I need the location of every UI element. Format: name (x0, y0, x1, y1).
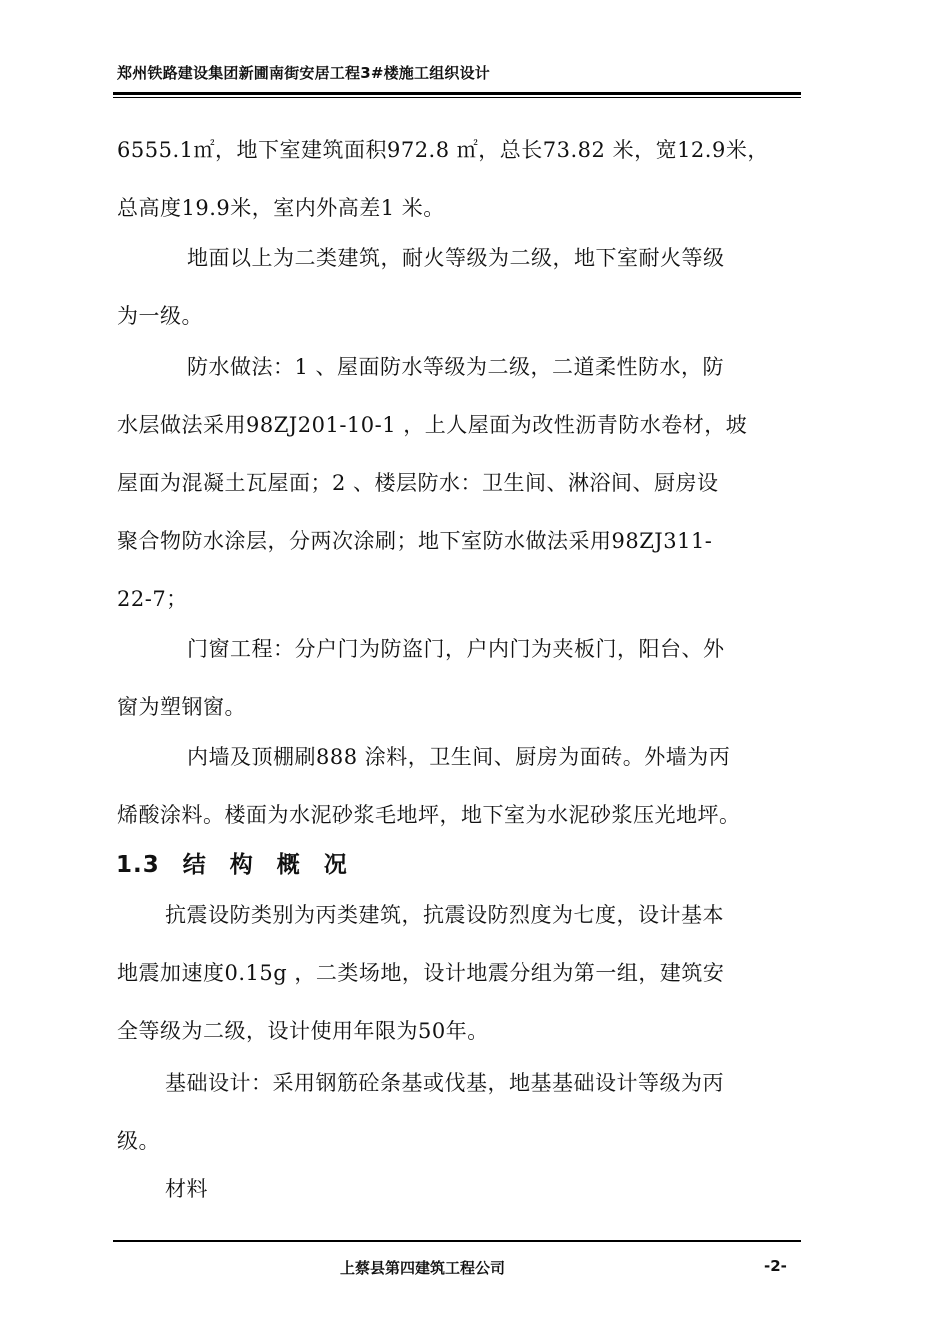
text-line: 聚合物防水涂层，分两次涂刷；地下室防水做法采用98ZJ311- (117, 529, 713, 553)
paragraph-foundation (117, 1054, 807, 1170)
document-header: 郑州铁路建设集团新圃南街安居工程3#楼施工组织设计 (117, 64, 491, 82)
paragraph-fire-rating (117, 229, 807, 345)
section-heading: 1.3 结 构 概 况 (116, 852, 348, 878)
paragraph-seismic (117, 886, 807, 1060)
text-line: 为一级。 (117, 304, 203, 328)
text-line: 总高度19.9米，室内外高差1 米。 (117, 196, 445, 220)
text-line: 地震加速度0.15g ，二类场地，设计地震分组为第一组，建筑安 (117, 961, 725, 985)
paragraph-area-dimensions (117, 121, 807, 237)
text-line: 防水做法：1 、屋面防水等级为二级，二道柔性防水，防 (187, 355, 725, 379)
text-line: 水层做法采用98ZJ201-10-1 ，上人屋面为改性沥青防水卷材，坡 (117, 413, 748, 437)
text-line: 内墙及顶棚刷888 涂料，卫生间、厨房为面砖。外墙为丙 (187, 745, 731, 769)
text-line: 22-7； (117, 587, 188, 611)
paragraph-waterproofing (117, 338, 807, 628)
text-line: 窗为塑钢窗。 (117, 695, 246, 719)
text-line: 地面以上为二类建筑，耐火等级为二级，地下室耐火等级 (187, 246, 725, 270)
text-line: 级。 (117, 1129, 160, 1153)
text-line: 烯酸涂料。楼面为水泥砂浆毛地坪，地下室为水泥砂浆压光地坪。 (117, 803, 741, 827)
footer-rule (113, 1240, 801, 1242)
text-line: 抗震设防类别为丙类建筑，抗震设防烈度为七度，设计基本 (165, 903, 724, 927)
header-rule-thin (113, 97, 801, 98)
header-rule (113, 92, 801, 95)
text-line: 全等级为二级，设计使用年限为50年。 (117, 1019, 489, 1043)
paragraph-doors-windows (117, 620, 807, 736)
footer-company: 上蔡县第四建筑工程公司 (340, 1259, 506, 1277)
text-line: 基础设计：采用钢筋砼条基或伐基，地基基础设计等级为丙 (165, 1071, 724, 1095)
text-line: 材料 (165, 1177, 208, 1201)
text-line: 门窗工程：分户门为防盗门，户内门为夹板门，阳台、外 (187, 637, 725, 661)
text-line: 6555.1㎡，地下室建筑面积972.8 ㎡，总长73.82 米，宽12.9米， (117, 138, 769, 162)
page-number: -2- (764, 1257, 787, 1275)
paragraph-finishes (117, 728, 807, 844)
text-line: 屋面为混凝土瓦屋面；2 、楼层防水：卫生间、淋浴间、厨房设 (117, 471, 719, 495)
paragraph-materials (117, 1160, 807, 1218)
